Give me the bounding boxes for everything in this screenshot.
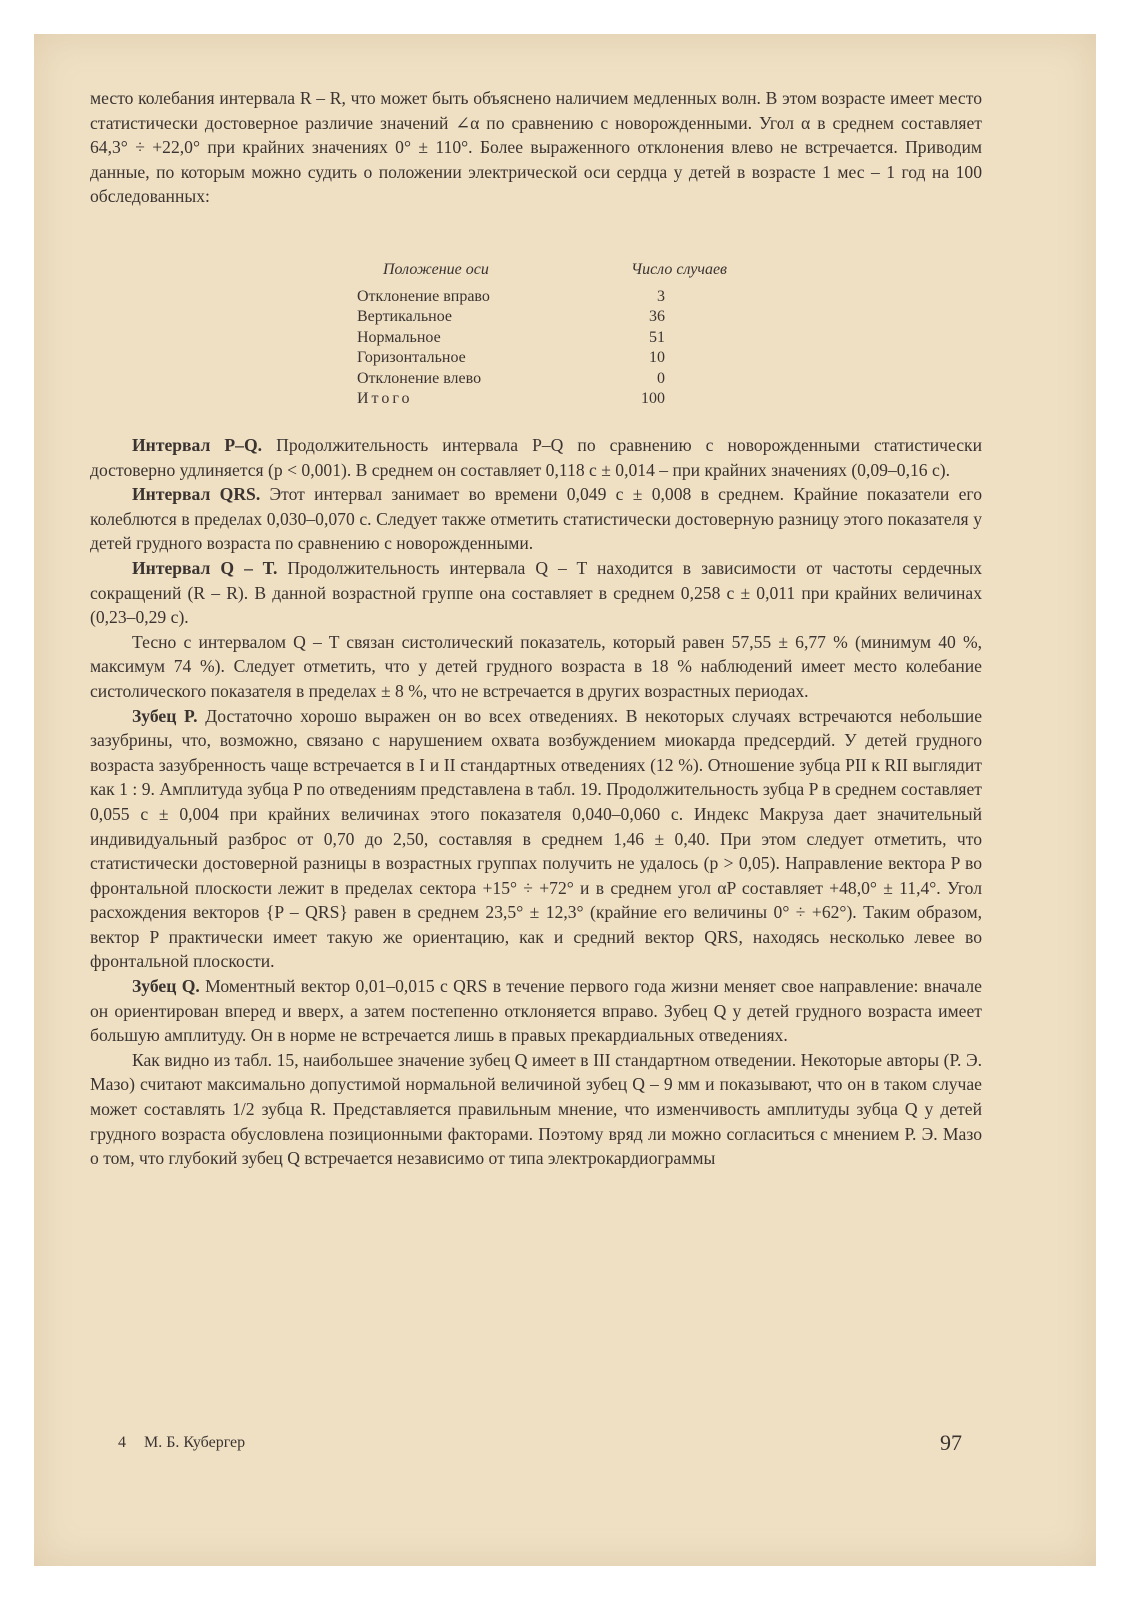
section-text: Достаточно хорошо выражен он во всех отведениях. В некоторых случаях встречаются небольшие зазубрины, что, возможно, связано с нарушением охвата возбуждением миокарда предсердий. У детей грудного возраста зазубренность чаще встречается в I и II стандартных отведениях (12 %). Отношение зубца PII к RII выглядит как 1 : 9. Амплитуда зубца P по отведениям представлена в табл. 19. Продолжительность зубца P в среднем составляет 0,055 с ± 0,004 при крайних величинах этого показателя 0,040–0,060 с. Индекс Макруза дает значительный индивидуальный разброс от 0,70 до 2,50, составляя в среднем 1,46 ± 0,40. При этом следует отметить, что статистически достоверной разницы в возрастных группах получить не удалось (p > 0,05). Направление вектора P во фронтальной плоскости лежит в пределах сектора +15° ÷ +72° и в среднем угол αP составляет +48,0° ± 11,4°. Угол расхождения векторов {P – QRS} равен в среднем 23,5° ± 12,3° (крайние его величины 0° ÷ +62°). Таким образом, вектор P практически имеет такую же ориентацию, как и средний вектор QRS, находясь несколько левее во фронтальной плоскости. bbox=[90, 705, 983, 972]
section-q-wave-cont bbox=[90, 1048, 982, 1171]
table-cell-count: 0 bbox=[657, 369, 665, 387]
section-heading: Зубец Q. bbox=[132, 976, 200, 997]
section-heading: Интервал P–Q. bbox=[132, 435, 263, 455]
section-pq bbox=[90, 433, 982, 482]
paragraph-intro: место колебания интервала R – R, что может быть объяснено наличием медленных волн. В этом возрасте имеет место статистически достоверное различие значений ∠α по сравнению с новорожденными. Угол α в среднем составляет 64,3° ÷ +22,0° при крайних значениях 0° ± 110°. Более выраженного отклонения влево не встречается. Приводим данные, по которым можно судить о положении электрической оси сердца у детей в возрасте 1 мес – 1 год на 100 обследованных: bbox=[90, 88, 982, 207]
table-cell-label: Итого bbox=[357, 390, 413, 407]
section-text: Этот интервал занимает во времени 0,049 с ± 0,008 в среднем. Крайние показатели его колеблются в пределах 0,030–0,070 с. Следует также отметить статистически достоверную разницу этого показателя у детей грудного возраста по сравнению с новорожденными. bbox=[90, 484, 982, 554]
table-header bbox=[357, 260, 727, 281]
section-text: Как видно из табл. 15, наибольшее значение зубец Q имеет в III стандартном отведении. Некоторые авторы (Р. Э. Мазо) считают максимально допустимой нормальной величиной зубец Q – 9 мм и показывают, что он в таком случае может составлять 1/2 зубца R. Представляется правильным мнение, что изменчивость амплитуды зубца Q у детей грудного возраста обусловлена позиционными факторами. Поэтому вряд ли можно согласиться с мнением Р. Э. Мазо о том, что глубокий зубец Q встречается независимо от типа электрокардиограммы bbox=[90, 1049, 982, 1169]
table-cell-count: 3 bbox=[657, 287, 665, 305]
table-cell-label: Горизонтальное bbox=[357, 349, 466, 366]
table-row-total bbox=[357, 389, 727, 410]
page-footer bbox=[118, 1434, 245, 1452]
table-cell-count: 36 bbox=[649, 308, 665, 325]
table-cell-count: 51 bbox=[649, 328, 665, 346]
table-cell-label: Нормальное bbox=[357, 328, 441, 346]
section-text: Тесно с интервалом Q – T связан систолический показатель, который равен 57,55 ± 6,77 % (минимум 40 %, максимум 74 %). Следует отметить, что у детей грудного возраста в 18 % наблюдений имеет место колебание систолического показателя в пределах ± 8 %, что не встречается в других возрастных периодах. bbox=[90, 631, 982, 701]
section-heading: Интервал Q – T. bbox=[132, 557, 278, 578]
section-p-wave bbox=[90, 704, 982, 975]
section-text: Моментный вектор 0,01–0,015 с QRS в течение первого года жизни меняет свое направление: вначале он ориентирован вперед и вверх, а затем постепенно отклоняется вправо. Зубец Q у детей грудного возраста имеет большую амплитуду. Он в норме не встречается лишь в правых прекардиальных отведениях. bbox=[90, 976, 982, 1046]
table-cell-label: Отклонение вправо bbox=[357, 287, 490, 305]
section-heading: Зубец P. bbox=[132, 705, 198, 726]
table-header-count: Число случаев bbox=[631, 261, 727, 278]
section-q-wave bbox=[90, 974, 982, 1048]
table-cell-label: Отклонение влево bbox=[357, 369, 482, 387]
body-text-top bbox=[90, 86, 982, 209]
section-systolic bbox=[90, 630, 982, 704]
section-text: Продолжительность интервала P–Q по сравнению с новорожденными статистически достоверно удлиняется (p < 0,001). В среднем он составляет 0,118 с ± 0,014 – при крайних значениях (0,09–0,16 с). bbox=[90, 435, 982, 480]
table-row bbox=[357, 307, 727, 328]
body-text-bottom bbox=[90, 433, 982, 1171]
table-row bbox=[357, 369, 727, 390]
section-text: Продолжительность интервала Q – T находится в зависимости от частоты сердечных сокращений (R – R). В данной возрастной группе она составляет в среднем 0,258 с ± 0,011 при крайних величинах (0,23–0,29 с). bbox=[90, 557, 982, 628]
table-cell-count: 100 bbox=[641, 390, 665, 407]
table-cell-count: 10 bbox=[649, 349, 665, 366]
table-row bbox=[357, 287, 727, 308]
table-row bbox=[357, 348, 727, 369]
page-number: 97 bbox=[940, 1430, 962, 1455]
section-qt bbox=[90, 556, 982, 630]
axis-position-table bbox=[357, 260, 727, 410]
table-header-position: Положение оси bbox=[383, 261, 489, 278]
section-qrs bbox=[90, 482, 982, 556]
signature-number: 4 bbox=[118, 1434, 126, 1451]
section-heading: Интервал QRS. bbox=[132, 484, 261, 505]
table-row bbox=[357, 328, 727, 349]
table-cell-label: Вертикальное bbox=[357, 308, 453, 325]
author-name: М. Б. Кубергер bbox=[144, 1434, 246, 1451]
